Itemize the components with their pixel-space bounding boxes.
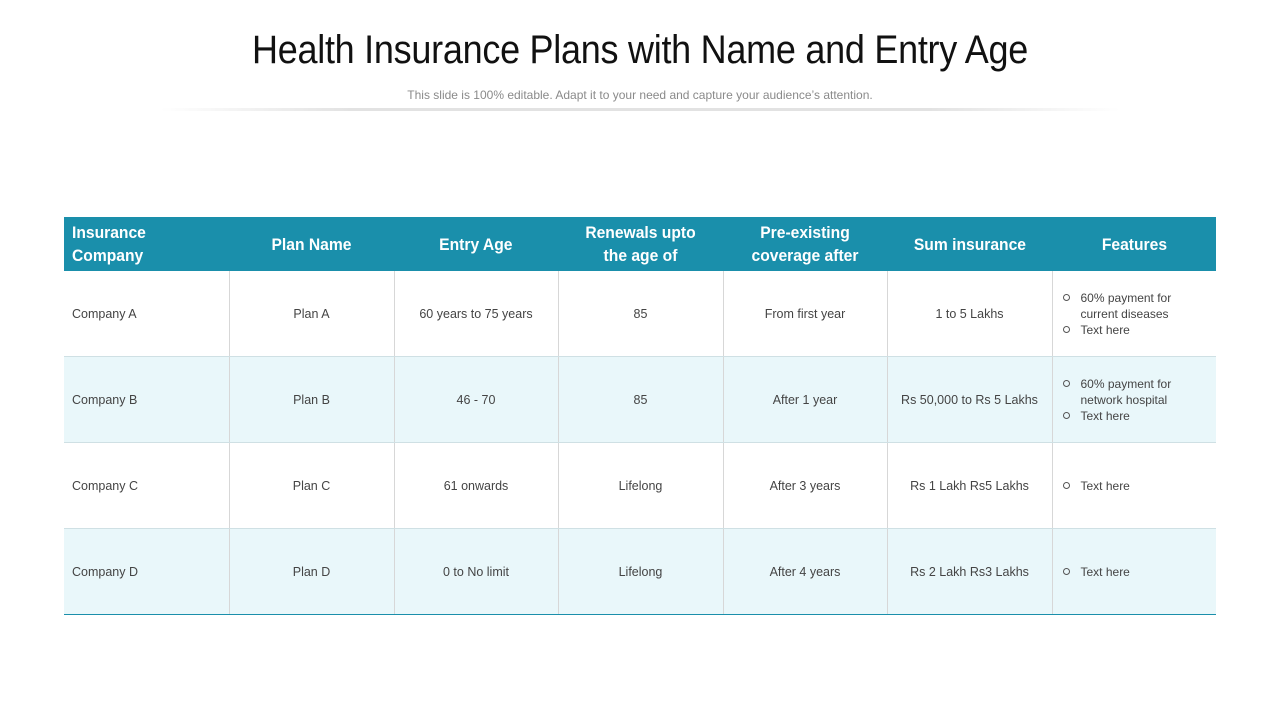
cell-preexisting: After 3 years [723, 443, 887, 529]
insurance-plans-table [64, 217, 1216, 615]
slide-subtitle: This slide is 100% editable. Adapt it to your need and capture your audience’s attention. [407, 88, 873, 102]
column-header-sum-insurance: Sum insurance [887, 217, 1052, 271]
cell-sum-insurance: 1 to 5 Lakhs [887, 271, 1052, 357]
column-header-plan-name: Plan Name [229, 217, 394, 271]
circle-bullet-icon [1063, 380, 1070, 387]
table-row [64, 271, 1216, 357]
cell-plan: Plan D [229, 529, 394, 615]
column-header-insurance-company: Insurance Company [64, 217, 229, 271]
features-list [1063, 564, 1209, 580]
table-header-row [64, 217, 1216, 271]
cell-preexisting: After 4 years [723, 529, 887, 615]
feature-item: Text here [1063, 478, 1209, 494]
column-header-renewals: Renewals upto the age of [558, 217, 723, 271]
cell-features [1052, 271, 1216, 357]
feature-item: 60% payment for current diseases [1063, 290, 1209, 322]
cell-renewals: Lifelong [558, 443, 723, 529]
cell-preexisting: From first year [723, 271, 887, 357]
feature-item: Text here [1063, 564, 1209, 580]
table-row [64, 357, 1216, 443]
cell-company: Company A [64, 271, 229, 357]
features-list [1063, 376, 1209, 424]
cell-plan: Plan B [229, 357, 394, 443]
feature-item: 60% payment for network hospital [1063, 376, 1209, 408]
feature-item: Text here [1063, 322, 1209, 338]
cell-entry-age: 61 onwards [394, 443, 558, 529]
cell-features [1052, 529, 1216, 615]
cell-entry-age: 60 years to 75 years [394, 271, 558, 357]
features-list [1063, 290, 1209, 338]
cell-renewals: 85 [558, 357, 723, 443]
cell-features [1052, 443, 1216, 529]
cell-sum-insurance: Rs 50,000 to Rs 5 Lakhs [887, 357, 1052, 443]
cell-features [1052, 357, 1216, 443]
cell-entry-age: 0 to No limit [394, 529, 558, 615]
cell-company: Company B [64, 357, 229, 443]
table-row [64, 443, 1216, 529]
circle-bullet-icon [1063, 326, 1070, 333]
feature-item: Text here [1063, 408, 1209, 424]
cell-renewals: Lifelong [558, 529, 723, 615]
cell-company: Company D [64, 529, 229, 615]
circle-bullet-icon [1063, 294, 1070, 301]
features-list [1063, 478, 1209, 494]
cell-sum-insurance: Rs 2 Lakh Rs3 Lakhs [887, 529, 1052, 615]
column-header-features: Features [1052, 217, 1216, 271]
cell-company: Company C [64, 443, 229, 529]
column-header-entry-age: Entry Age [394, 217, 558, 271]
circle-bullet-icon [1063, 412, 1070, 419]
table-row [64, 529, 1216, 615]
cell-plan: Plan C [229, 443, 394, 529]
slide-title: Health Insurance Plans with Name and Entry Age [251, 28, 1029, 72]
circle-bullet-icon [1063, 482, 1070, 489]
circle-bullet-icon [1063, 568, 1070, 575]
cell-plan: Plan A [229, 271, 394, 357]
title-divider [160, 108, 1120, 111]
column-header-pre-existing: Pre-existing coverage after [723, 217, 887, 271]
cell-renewals: 85 [558, 271, 723, 357]
cell-preexisting: After 1 year [723, 357, 887, 443]
cell-sum-insurance: Rs 1 Lakh Rs5 Lakhs [887, 443, 1052, 529]
cell-entry-age: 46 - 70 [394, 357, 558, 443]
